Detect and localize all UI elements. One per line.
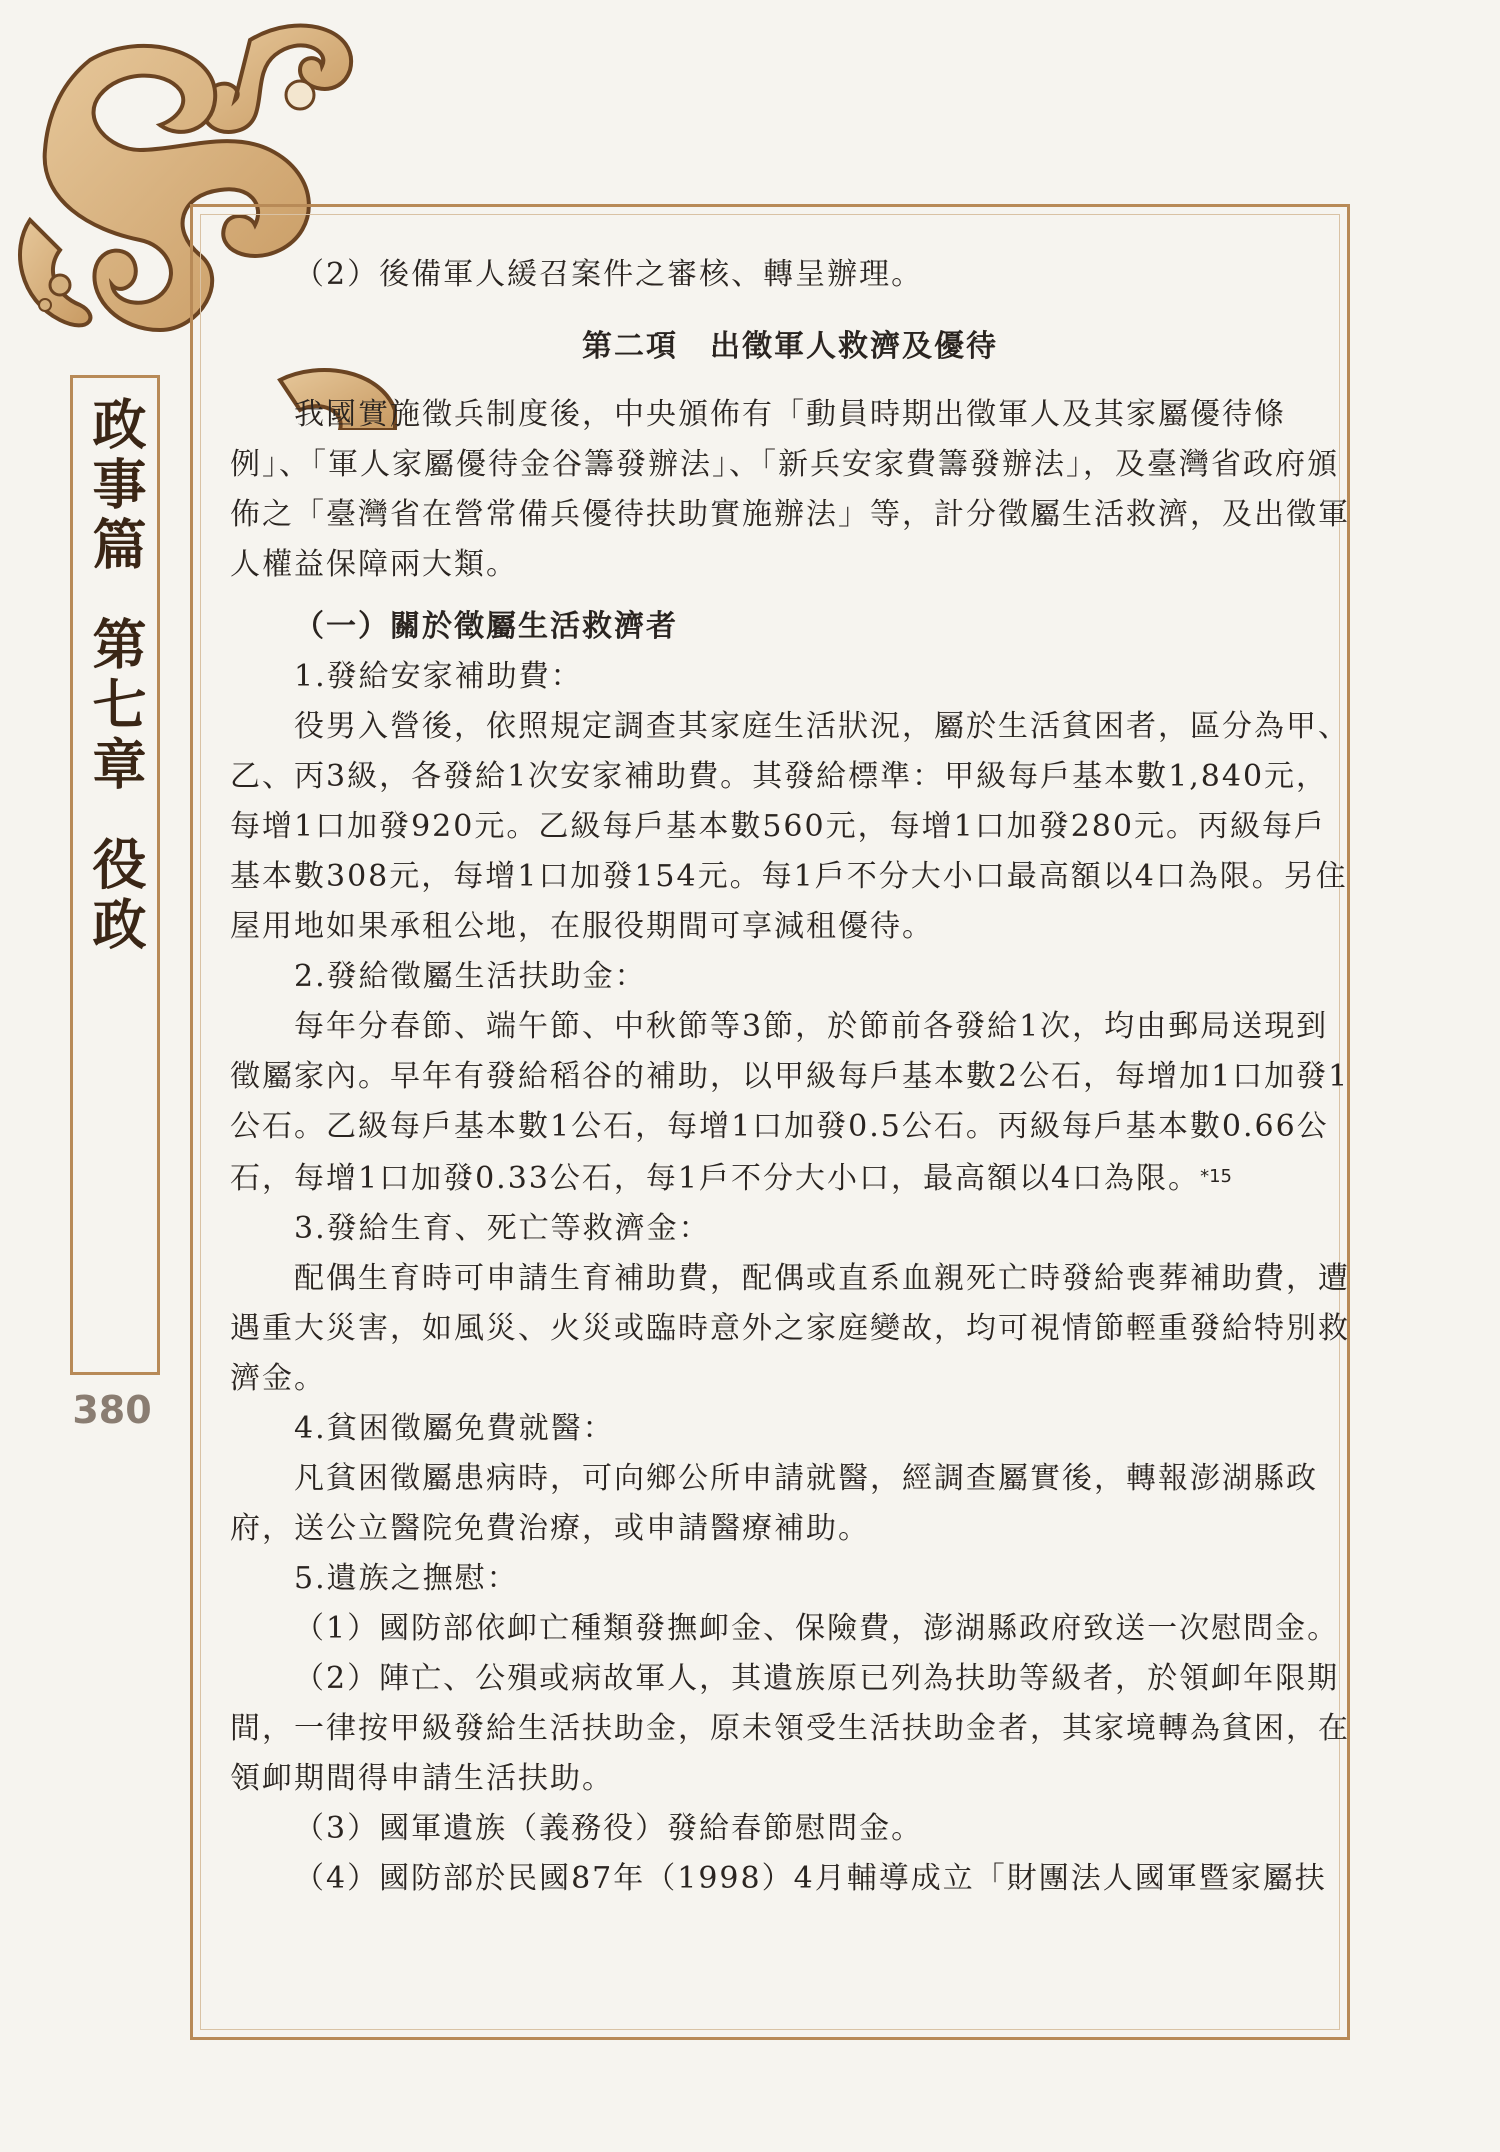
paragraph: （3）國軍遺族（義務役）發給春節慰問金。 xyxy=(294,1811,924,1846)
paragraph: （1）國防部依卹亡種類發撫卹金、保險費，澎湖縣政府致送一次慰問金。 xyxy=(294,1611,1340,1646)
subsection-heading: （一）關於徵屬生活救濟者 xyxy=(294,609,678,644)
side-title-part: 役政 xyxy=(84,836,147,956)
list-item: （2）後備軍人緩召案件之審核、轉呈辦理。 xyxy=(294,257,924,292)
item-title: 4.貧困徵屬免費就醫： xyxy=(294,1411,615,1446)
paragraph: （2）陣亡、公殞或病故軍人，其遺族原已列為扶助等級者，於領卹年限期間，一律按甲級發給生活扶助金，原未領受生活扶助金者，其家境轉為貧困，在領卹期間得申請生活扶助。 xyxy=(230,1661,1350,1796)
section-heading: 第二項 出徵軍人救濟及優待 xyxy=(582,329,998,364)
side-title-part: 第七章 xyxy=(84,616,147,796)
item-title: 1.發給安家補助費： xyxy=(294,659,583,694)
paragraph: 我國實施徵兵制度後，中央頒佈有「動員時期出徵軍人及其家屬優待條例」、「軍人家屬優待金谷籌發辦法」、「新兵安家費籌發辦法」，及臺灣省政府頒佈之「臺灣省在營常備兵優待扶助實施辦法」等，計分徵屬生活救濟，及出徵軍人權益保障兩大類。 xyxy=(230,397,1350,582)
paragraph: （4）國防部於民國87年（1998）4月輔導成立「財團法人國軍暨家屬扶 xyxy=(294,1861,1327,1896)
footnote-ref: *15 xyxy=(1200,1166,1232,1187)
paragraph-text: 每年分春節、端午節、中秋節等3節，於節前各發給1次，均由郵局送現到徵屬家內。早年有發給稻谷的補助，以甲級每戶基本數2公石，每增加1口加發1公石。乙級每戶基本數1公石，每增1口加發0.5公石。丙級每戶基本數0.66公石，每增1口加發0.33公石，每1戶不分大小口，最高額以4口為限。 xyxy=(230,1009,1350,1196)
body-text xyxy=(230,250,1350,1904)
item-title: 3.發給生育、死亡等救濟金： xyxy=(294,1211,711,1246)
side-title-part: 政事篇 xyxy=(84,396,147,576)
chapter-side-tab xyxy=(70,375,160,1375)
paragraph: 凡貧困徵屬患病時，可向鄉公所申請就醫，經調查屬實後，轉報澎湖縣政府，送公立醫院免費治療，或申請醫療補助。 xyxy=(230,1461,1318,1546)
paragraph: 配偶生育時可申請生育補助費，配偶或直系血親死亡時發給喪葬補助費，遭遇重大災害，如風災、火災或臨時意外之家庭變故，均可視情節輕重發給特別救濟金。 xyxy=(230,1261,1350,1396)
page-number: 380 xyxy=(72,1388,152,1432)
item-title: 5.遺族之撫慰： xyxy=(294,1561,519,1596)
paragraph: 役男入營後，依照規定調查其家庭生活狀況，屬於生活貧困者，區分為甲、乙、丙3級，各發給1次安家補助費。其發給標準：甲級每戶基本數1,840元，每增1口加發920元。乙級每戶基本數560元，每增1口加發280元。丙級每戶基本數308元，每增1口加發154元。每1戶不分大小口最高額以4口為限。另住屋用地如果承租公地，在服役期間可享減租優待。 xyxy=(230,709,1350,944)
item-title: 2.發給徵屬生活扶助金： xyxy=(294,959,647,994)
paragraph xyxy=(230,1002,1350,1204)
chapter-side-title xyxy=(73,396,157,956)
